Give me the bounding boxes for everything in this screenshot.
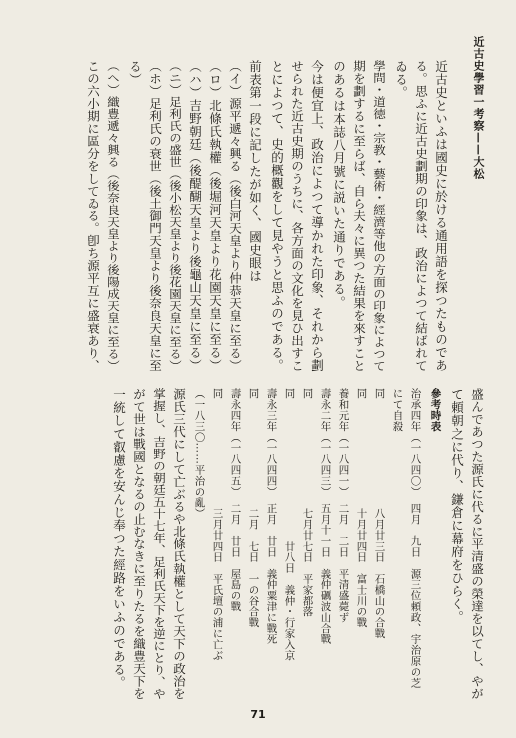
lower-column-7: 同 十月廿四日 富士川の戰 — [355, 388, 368, 628]
lower-column-1: 盛んであつた源氏に代るに平清盛の榮達を以てし、やが — [469, 388, 485, 700]
lower-column-13: 同 二月 七日 一の谷合戰 — [247, 388, 260, 628]
lower-column-9: 壽永二年（一八四三） 五月十一日 義仲礪波山合戰 — [319, 388, 332, 645]
upper-column-16: る） — [127, 60, 143, 87]
lower-column-3: 參考時表 — [429, 388, 442, 432]
page-number: 71 — [250, 708, 266, 721]
lower-column-19: がて世は戰國となるの止むなきに至りたるを織豊天下を — [131, 388, 147, 700]
upper-column-4: 學問・道徳・宗教・藝術・經濟等他の方面の印象によつて — [371, 60, 387, 372]
upper-column-7: 今は便宜上、政治によつて導かれた印象、それから劃 — [309, 60, 325, 372]
lower-column-17: 源氏三代にして亡ぶるや北條氏執權として天下の政治を — [171, 388, 187, 700]
upper-column-3: ゐる。 — [393, 60, 409, 100]
lower-column-18: 掌握し、吉野の朝廷五十七年、足利氏天下を逆にとり、や — [151, 388, 167, 700]
upper-column-1: 近古史といふは國史に於ける通用語を探つたものであ — [433, 60, 449, 372]
upper-column-13: （ハ）吉野朝廷（後醍醐天皇より後龜山天皇に至る） — [187, 60, 203, 372]
upper-column-10: 前表第一段に記したが如く、國史眼は — [247, 60, 263, 283]
upper-column-15: （ホ）足利氏の衰世（後土御門天皇より後奈良天皇に至 — [147, 60, 163, 372]
upper-column-12: （ロ）北條氏執權（後堀河天皇より花園天皇に至る） — [207, 60, 223, 372]
running-head: 近古史學習一考察——大松 — [472, 36, 485, 180]
upper-column-11: （イ）源平遞々興る（後白河天皇より仲恭天皇に至る） — [227, 60, 243, 372]
lower-column-8: 養和元年（一八四一） 二月 二日 平清盛薨ず — [337, 388, 350, 623]
lower-column-14: 壽永四年（一八四五） 二月 廿日 屋島の戰 — [229, 388, 242, 612]
upper-column-18: この六小期に區分をしてゐる。卽ち源平互に盛衰あり、 — [85, 60, 101, 372]
lower-column-4: 治承四年（一八四〇） 四月 九日 源三位頼政、宇治原の芝 — [409, 388, 422, 688]
lower-column-5: にて自殺 — [391, 388, 404, 432]
lower-column-2: て頼朝之に代り、鎌倉に幕府をひらく。 — [449, 388, 465, 624]
lower-column-11: 同 廿八日 義仲・行家入京 — [283, 388, 296, 661]
upper-column-6: のあるは本誌八月號に説いた通りである。 — [331, 60, 347, 309]
upper-column-17: （ヘ）織豊遞々興る（後奈良天皇より後陽成天皇に至る） — [105, 60, 121, 372]
lower-column-16: （一八三〇……平治の亂） — [193, 388, 206, 519]
lower-column-6: 同 八月廿三日 石橋山の合戰 — [373, 388, 386, 639]
upper-column-5: 期を劃するに至らば、自ら夫々に異つた結果を來すこと — [351, 60, 367, 372]
lower-column-15: 同 三月廿四日 平氏壇の浦に亡ぶ — [211, 388, 224, 661]
lower-column-12: 壽永三年（一八四四） 正月 廿日 義仲粟津に戰死 — [265, 388, 278, 645]
lower-column-10: 同 七月廿七日 平家都落 — [301, 388, 314, 617]
upper-column-9: とによつて、史的概觀をして見やうと思ふのである。 — [269, 60, 285, 372]
upper-column-2: る。思ふに近古史劃期の印象は、政治によつて結ばれて — [413, 60, 429, 372]
upper-column-8: せられた近古史期のうちに、各方面の文化を見ひ出すこ — [289, 60, 305, 372]
lower-column-20: 一統して叡慮を安んじ奉つた經路をいふのである。 — [111, 388, 127, 690]
upper-column-14: （ニ）足利氏の盛世（後小松天皇より後花園天皇に至る） — [167, 60, 183, 372]
